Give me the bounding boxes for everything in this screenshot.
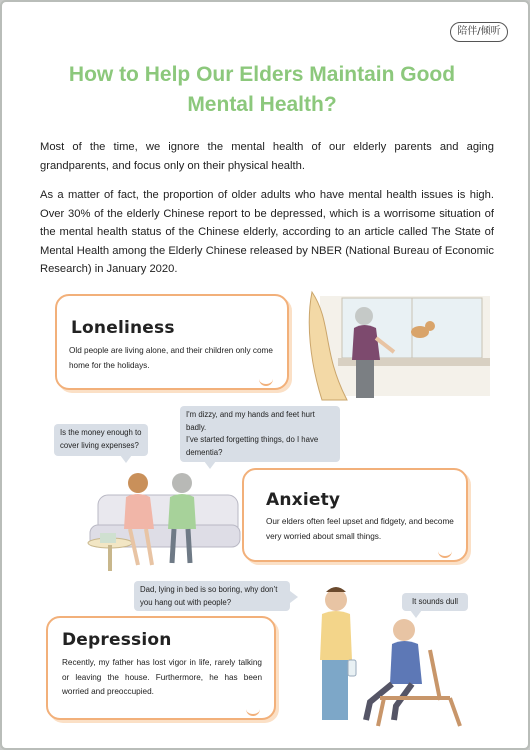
speech-tail-icon [120,455,132,463]
speech-tail-icon [410,610,422,618]
window-illustration [302,292,492,404]
speech-bubble-dizzy [180,406,340,462]
anxiety-text: Our elders often feel upset and fidgety, and become very worried about small things. [266,517,454,541]
speech-bubble-line: I’ve started forgetting things, do I have dementia? [186,435,319,457]
curl-decoration-icon [246,706,260,716]
intro-paragraph: Most of the time, we ignore the mental health of our elderly parents and aging grandparents, and focus only on their physical health. [40,141,494,172]
loneliness-card [55,294,289,390]
depression-text: Recently, my father has lost vigor in life, rarely talking or leaving the house. Furthermore, he has been worried and preoccupied. [62,658,262,696]
curl-decoration-icon [259,376,273,386]
depression-heading: Depression [62,630,172,650]
speech-bubble-text: Is the money enough to cover living expenses? [60,428,142,450]
speech-bubble-money [54,424,148,456]
speech-bubble-dad [134,581,290,611]
category-tag: 陪伴/倾听 [450,22,508,42]
speech-tail-icon [204,461,216,469]
speech-bubble-text: Dad, lying in bed is so boring, why don’t you hang out with people? [140,585,278,607]
anxiety-card [242,468,468,562]
anxiety-heading: Anxiety [266,490,341,510]
statistics-paragraph: As a matter of fact, the proportion of older adults who have mental health issues is high. Over 30% of the elderly Chinese report to be depressed, which is a worrisome situation of the mental health status of the Chinese elderly, according to an article called The State of Mental Health among the Elderly Chinese released by NBER (National Bureau of Economic Research) in January 2020. [40,189,494,276]
speech-bubble-text: It sounds dull [412,597,458,606]
curl-decoration-icon [438,548,452,558]
speech-bubble-line: I'm dizzy, and my hands and feet hurt badly. [186,410,315,432]
speech-bubble-dull [402,593,468,611]
loneliness-text: Old people are living alone, and their children only come home for the holidays. [69,346,273,370]
sofa-illustration [80,467,240,577]
depression-card [46,616,276,720]
page-title: How to Help Our Elders Maintain Good Mental Health? [68,63,456,116]
loneliness-heading: Loneliness [71,318,175,338]
speech-tail-icon [290,591,298,603]
